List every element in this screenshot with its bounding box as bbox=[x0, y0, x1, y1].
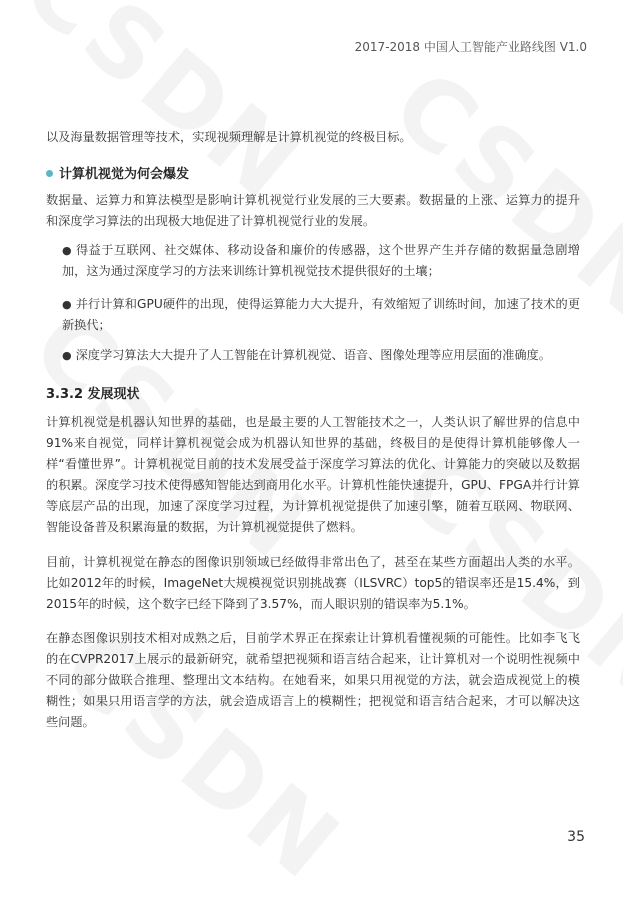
bullet-icon: ● bbox=[62, 349, 72, 362]
list-item-text: 并行计算和GPU硬件的出现，使得运算能力大大提升，有效缩短了训练时间，加速了技术的更新换代； bbox=[62, 297, 580, 332]
list-item bbox=[62, 345, 580, 366]
running-header: 2017-2018 中国人工智能产业路线图 V1.0 bbox=[354, 40, 587, 54]
paragraph: 计算机视觉是机器认知世界的基础，也是最主要的人工智能技术之一，人类认识了解世界的信息中91%来自视觉，同样计算机视觉会成为机器认知世界的基础，终极目的是使得计算机能够像人一样“看懂世界”。计算机视觉目前的技术发展受益于深度学习算法的优化、计算能力的突破以及数据的积累。深度学习技术使得感知智能达到商用化水平。计算机性能快速提升，GPU、FPGA并行计算等底层产品的出现，加速了深度学习过程，为计算机视觉提供了加速引擎，随着互联网、物联网、智能设备普及积累海量的数据，为计算机视觉提供了燃料。 bbox=[46, 415, 580, 534]
section-heading-text: 计算机视觉为何会爆发 bbox=[59, 167, 190, 182]
bullet-dot-icon bbox=[46, 170, 53, 177]
section-heading-why bbox=[46, 163, 189, 182]
paragraph: 数据量、运算力和算法模型是影响计算机视觉行业发展的三大要素。数据量的上涨、运算力的提升和深度学习算法的出现极大地促进了计算机视觉行业的发展。 bbox=[46, 193, 580, 228]
list-item bbox=[62, 294, 580, 336]
paragraph: 目前，计算机视觉在静态的图像识别领域已经做得非常出色了，甚至在某些方面超出人类的水平。比如2012年的时候，ImageNet大规模视觉识别挑战赛（ILSVRC）top5的错误率还是15.4%，到2015年的时候，这个数字已经下降到了3.57%，而人眼识别的错误率为5.1%。 bbox=[46, 555, 580, 611]
list-item-text: 深度学习算法大大提升了人工智能在计算机视觉、语音、图像处理等应用层面的准确度。 bbox=[75, 348, 551, 362]
bullet-icon: ● bbox=[62, 298, 72, 311]
intro-line: 以及海量数据管理等技术，实现视频理解是计算机视觉的终极目标。 bbox=[46, 130, 412, 144]
bullet-icon: ● bbox=[62, 244, 73, 257]
list-item bbox=[62, 240, 580, 282]
list-item-text: 得益于互联网、社交媒体、移动设备和廉价的传感器，这个世界产生并存储的数据量急剧增加，这为通过深度学习的方法来训练计算机视觉技术提供很好的土壤； bbox=[62, 243, 580, 278]
section-heading-status: 3.3.2 发展现状 bbox=[46, 387, 140, 402]
paragraph: 在静态图像识别技术相对成熟之后，目前学术界正在探索让计算机看懂视频的可能性。比如李飞飞的在CVPR2017上展示的最新研究，就希望把视频和语言结合起来，让计算机对一个说明性视频中不同的部分做联合推理、整理出文本结构。在她看来，如果只用视觉的方法，就会造成视觉上的模糊性；如果只用语言学的方法，就会造成语言上的模糊性；把视觉和语言结合起来，才可以解决这些问题。 bbox=[46, 631, 580, 729]
page-number: 35 bbox=[567, 829, 585, 845]
